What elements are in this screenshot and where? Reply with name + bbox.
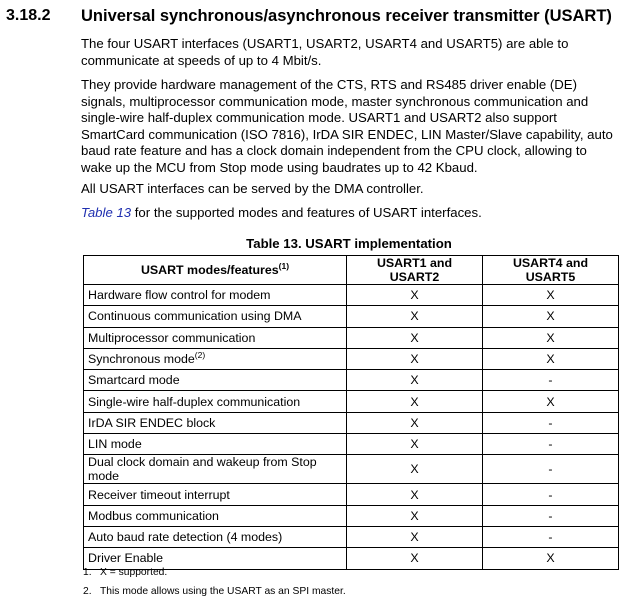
table-row [84, 285, 619, 306]
usart1-usart2-support-cell: X [347, 348, 483, 369]
feature-label: Receiver timeout interrupt [88, 487, 230, 502]
feature-cell [84, 434, 347, 455]
section-number: 3.18.2 [6, 7, 51, 24]
usart4-usart5-support-cell: - [483, 370, 619, 391]
feature-cell [84, 348, 347, 369]
usart4-usart5-support-cell: X [483, 327, 619, 348]
feature-cell [84, 505, 347, 526]
usart4-usart5-support-cell: X [483, 548, 619, 569]
feature-cell [84, 391, 347, 412]
table-row [84, 505, 619, 526]
paragraph-4-text: for the supported modes and features of USART interfaces. [131, 205, 482, 220]
table-caption: Table 13. USART implementation [246, 236, 452, 251]
feature-label: Hardware flow control for modem [88, 288, 271, 303]
usart4-usart5-support-cell: X [483, 391, 619, 412]
feature-label: Auto baud rate detection (4 modes) [88, 530, 283, 545]
header-features-note: (1) [278, 261, 290, 271]
feature-label: IrDA SIR ENDEC block [88, 415, 216, 430]
feature-label: Synchronous mode [88, 352, 195, 367]
feature-label: LIN mode [88, 437, 142, 452]
usart1-usart2-support-cell: X [347, 484, 483, 505]
usart1-usart2-support-cell: X [347, 306, 483, 327]
feature-cell [84, 455, 347, 484]
usart-implementation-table [83, 255, 619, 570]
usart1-usart2-support-cell: X [347, 526, 483, 547]
usart4-usart5-support-cell: - [483, 526, 619, 547]
footnote-2 [83, 582, 346, 601]
feature-cell [84, 306, 347, 327]
usart4-usart5-support-cell: - [483, 484, 619, 505]
usart4-usart5-support-cell: - [483, 505, 619, 526]
feature-label: Modbus communication [88, 508, 219, 523]
usart4-usart5-support-cell: X [483, 348, 619, 369]
usart4-usart5-support-cell: X [483, 306, 619, 327]
section-title: Universal synchronous/asynchronous receiver transmitter (USART) [81, 7, 612, 25]
usart1-usart2-support-cell: X [347, 412, 483, 433]
usart1-usart2-support-cell: X [347, 505, 483, 526]
table-row [84, 455, 619, 484]
table-row [84, 391, 619, 412]
table-row [84, 370, 619, 391]
feature-label: Multiprocessor communication [88, 330, 256, 345]
feature-cell [84, 370, 347, 391]
feature-note: (2) [194, 350, 206, 361]
feature-label: Continuous communication using DMA [88, 309, 302, 324]
table-13-link[interactable]: Table 13 [81, 205, 132, 220]
header-usart1-usart2: USART1 and USART2 [347, 256, 483, 285]
usart1-usart2-support-cell: X [347, 455, 483, 484]
feature-cell [84, 285, 347, 306]
feature-label: Driver Enable [88, 551, 164, 566]
feature-label: Single-wire half-duplex communication [88, 394, 301, 409]
table-row [84, 526, 619, 547]
footnote-1-text: X = supported. [100, 567, 168, 578]
feature-cell [84, 526, 347, 547]
footnote-1 [83, 563, 346, 582]
table-body [84, 285, 619, 570]
footnote-2-text: This mode allows using the USART as an SPI master. [100, 586, 346, 597]
header-usart4-usart5: USART4 and USART5 [483, 256, 619, 285]
usart4-usart5-support-cell: - [483, 412, 619, 433]
usart1-usart2-support-cell: X [347, 370, 483, 391]
usart1-usart2-support-cell: X [347, 327, 483, 348]
usart1-usart2-support-cell: X [347, 391, 483, 412]
usart4-usart5-support-cell: - [483, 434, 619, 455]
footnote-1-number: 1. [83, 567, 92, 578]
usart1-usart2-support-cell: X [347, 548, 483, 569]
header-features [84, 256, 347, 285]
paragraph-2: They provide hardware management of the CTS, RTS and RS485 driver enable (DE) signals, multiprocessor communication mode, master synchronous communication and single-wire half-duplex communication mode. USART1 and USART2 also support SmartCard communication (ISO 7816), IrDA SIR ENDEC, LIN Master/Slave capability, auto baud rate feature and has a clock domain independent from the CPU clock, allowing to wake up the MCU from Stop mode using baudrates up to 42 Kbaud. [81, 77, 613, 175]
paragraph-4 [81, 205, 621, 222]
usart1-usart2-support-cell: X [347, 434, 483, 455]
table-row [84, 434, 619, 455]
paragraph-1: The four USART interfaces (USART1, USART2, USART4 and USART5) are able to communicate at speeds of up to 4 Mbit/s. [81, 36, 569, 68]
feature-cell [84, 412, 347, 433]
table-row [84, 484, 619, 505]
feature-cell [84, 484, 347, 505]
table-row [84, 412, 619, 433]
feature-cell [84, 327, 347, 348]
table-row [84, 306, 619, 327]
usart4-usart5-support-cell: - [483, 455, 619, 484]
footnotes [83, 563, 346, 601]
usart1-usart2-support-cell: X [347, 285, 483, 306]
paragraph-3: All USART interfaces can be served by the DMA controller. [81, 181, 424, 196]
table-header-row [84, 256, 619, 285]
footnote-2-number: 2. [83, 586, 92, 597]
table-row [84, 327, 619, 348]
feature-label: Smartcard mode [88, 373, 180, 388]
feature-label: Dual clock domain and wakeup from Stop mode [88, 455, 317, 484]
table-row [84, 348, 619, 369]
usart4-usart5-support-cell: X [483, 285, 619, 306]
header-features-label: USART modes/features [140, 263, 279, 277]
